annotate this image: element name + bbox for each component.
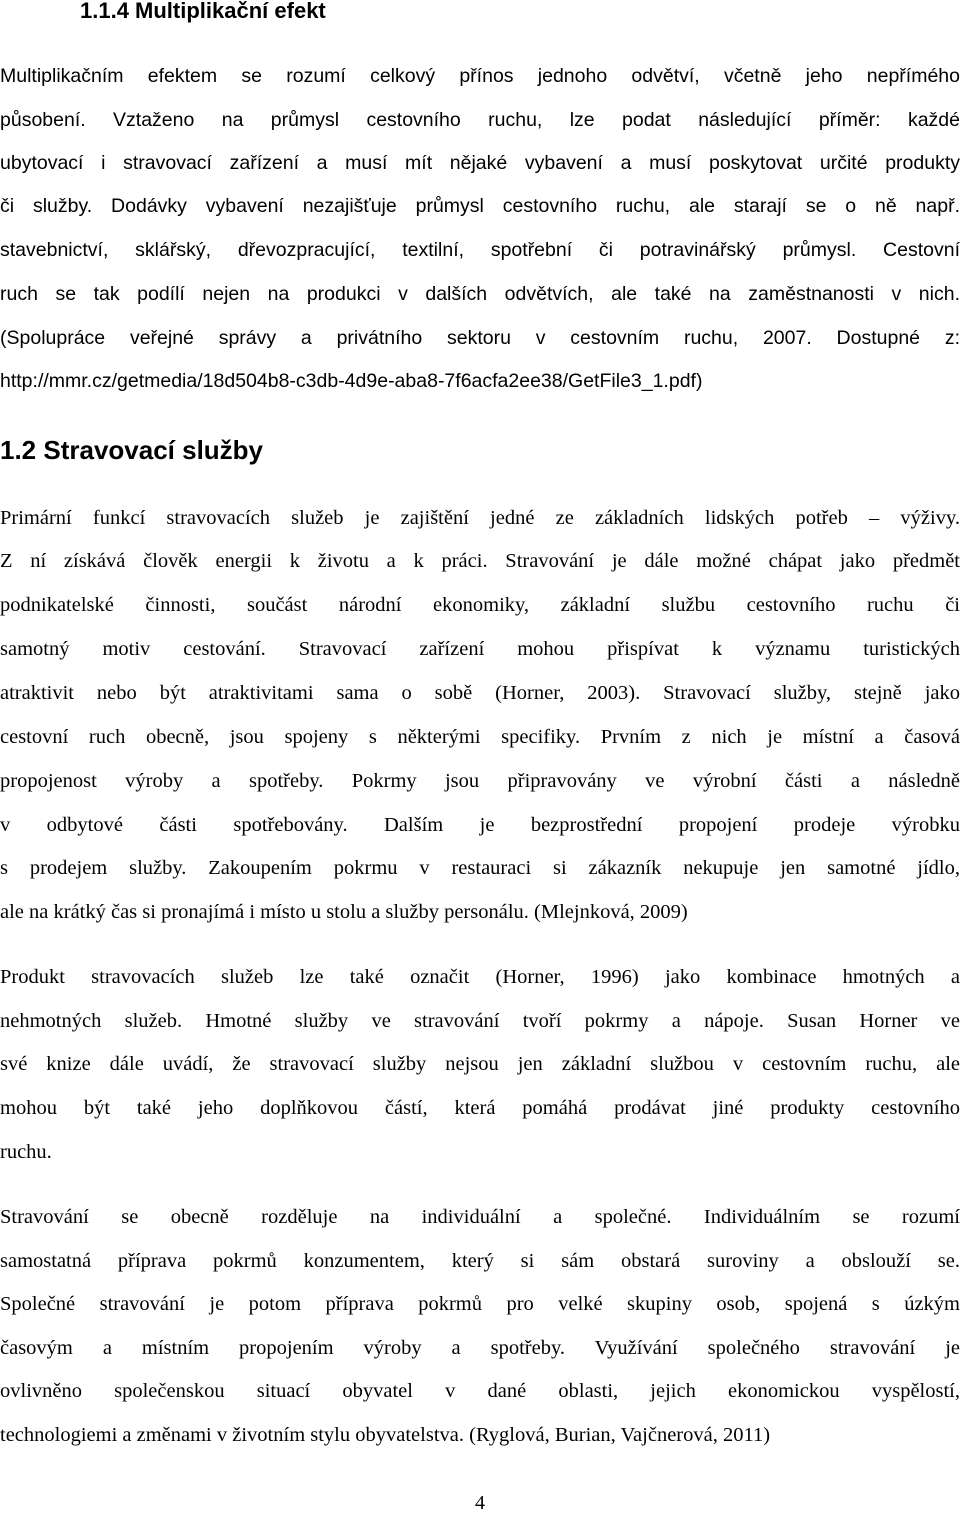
paragraph-line: Produkt stravovacích služeb lze také označit (Horner, 1996) jako kombinace hmotných a [0, 966, 960, 988]
paragraph-line: atraktivit nebo být atraktivitami sama o sobě (Horner, 2003). Stravovací služby, stejně jako [0, 682, 960, 704]
paragraph-line: ale na krátký čas si pronajímá i místo u stolu a služby personálu. (Mlejnková, 2009) [0, 901, 688, 923]
paragraph-line: propojenost výroby a spotřeby. Pokrmy jsou připravovány ve výrobní části a následně [0, 770, 960, 792]
paragraph-line: Stravování se obecně rozděluje na individuální a společné. Individuálním se rozumí [0, 1206, 960, 1228]
paragraph-line: v odbytové části spotřebovány. Dalším je bezprostřední propojení prodeje výrobku [0, 814, 960, 836]
paragraph-line: Společné stravování je potom příprava pokrmů pro velké skupiny osob, spojená s úzkým [0, 1293, 960, 1315]
paragraph-line: ruchu. [0, 1141, 52, 1163]
paragraph-line: či služby. Dodávky vybavení nezajišťuje průmysl cestovního ruchu, ale starají se o ně např. [0, 195, 960, 217]
paragraph-line: technologiemi a změnami v životním stylu obyvatelstva. (Ryglová, Burian, Vajčnerová, 2011) [0, 1424, 771, 1446]
paragraph-line: ovlivněno společenskou situací obyvatel v dané oblasti, jejich ekonomickou vyspělostí, [0, 1380, 960, 1402]
paragraph-line: cestovní ruch obecně, jsou spojeny s některými specifiky. Prvním z nich je místní a časová [0, 726, 960, 748]
paragraph-line: s prodejem služby. Zakoupením pokrmu v restauraci si zákazník nekupuje jen samotné jídlo, [0, 857, 960, 879]
section-heading: 1.1.4 Multiplikační efekt [80, 0, 326, 23]
page-number: 4 [475, 1492, 485, 1514]
paragraph-line: mohou být také jeho doplňkovou částí, která pomáhá prodávat jiné produkty cestovního [0, 1097, 960, 1119]
paragraph-line: podnikatelské činnosti, součást národní ekonomiky, základní službu cestovního ruchu či [0, 594, 960, 616]
paragraph-line: své knize dále uvádí, že stravovací služby nejsou jen základní službou v cestovním ruchu, ale [0, 1053, 960, 1075]
paragraph-line: Primární funkcí stravovacích služeb je zajištění jedné ze základních lidských potřeb – výživy. [0, 507, 960, 529]
paragraph-line: Z ní získává člověk energii k životu a k práci. Stravování je dále možné chápat jako předmět [0, 550, 960, 572]
paragraph-line: nehmotných služeb. Hmotné služby ve stravování tvoří pokrmy a nápoje. Susan Horner ve [0, 1010, 960, 1032]
paragraph-line: působení. Vztaženo na průmysl cestovního ruchu, lze podat následující příměr: každé [0, 109, 960, 131]
paragraph-line: ubytovací i stravovací zařízení a musí mít nějaké vybavení a musí poskytovat určité produkty [0, 152, 960, 174]
paragraph-line: samotný motiv cestování. Stravovací zařízení mohou přispívat k významu turistických [0, 638, 960, 660]
paragraph-line: ruch se tak podílí nejen na produkci v dalších odvětvích, ale také na zaměstnanosti v nich. [0, 283, 960, 305]
chapter-heading: 1.2 Stravovací služby [0, 435, 264, 465]
paragraph-line: stavebnictví, sklářský, dřevozpracující, textilní, spotřební či potravinářský průmysl. Cestovní [0, 239, 960, 261]
paragraph-line: Multiplikačním efektem se rozumí celkový přínos jednoho odvětví, včetně jeho nepřímého [0, 65, 960, 87]
paragraph-line: http://mmr.cz/getmedia/18d504b8-c3db-4d9e-aba8-7f6acfa2ee38/GetFile3_1.pdf) [0, 370, 703, 392]
paragraph-line: časovým a místním propojením výroby a spotřeby. Využívání společného stravování je [0, 1337, 960, 1359]
paragraph-line: (Spolupráce veřejné správy a privátního sektoru v cestovním ruchu, 2007. Dostupné z: [0, 327, 960, 349]
paragraph-line: samostatná příprava pokrmů konzumentem, který si sám obstará suroviny a obslouží se. [0, 1250, 960, 1272]
